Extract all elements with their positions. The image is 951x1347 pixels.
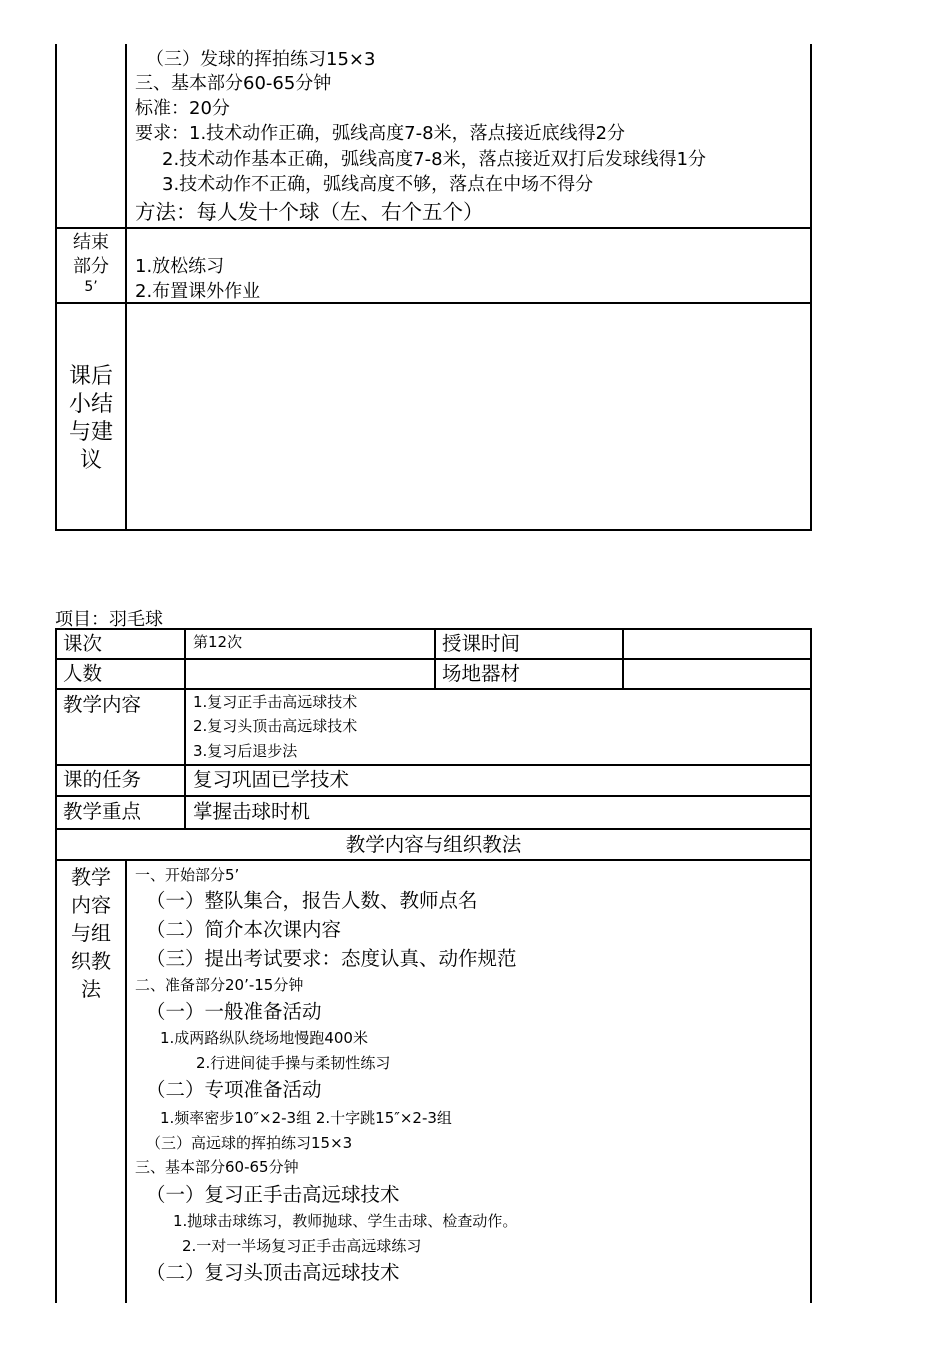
method-line: 2.一对一半场复习正手击高远球练习 xyxy=(182,1237,422,1255)
method-label-line: 内容 xyxy=(71,893,111,917)
equipment-label: 场地器材 xyxy=(442,662,521,685)
summary-label-line: 小结 xyxy=(68,392,113,417)
lesson-table-rule xyxy=(55,828,812,830)
method-line: （一）复习正手击高远球技术 xyxy=(146,1183,400,1206)
method-line: （三）高远球的挥拍练习15×3 xyxy=(146,1134,353,1152)
count-label: 人数 xyxy=(63,662,103,685)
lesson-no-value: 第12次 xyxy=(193,633,243,651)
continuation-line: 2.技术动作基本正确，弧线高度7-8米，落点接近双打后发球线得1分 xyxy=(162,149,707,170)
ending-item: 2.布置课外作业 xyxy=(135,281,261,302)
key-label: 教学重点 xyxy=(63,800,142,823)
lesson-no-label: 课次 xyxy=(63,632,103,655)
lesson-table-divider xyxy=(125,860,127,1303)
content-item: 3.复习后退步法 xyxy=(193,742,298,760)
lesson-table-rule xyxy=(55,658,812,660)
content-item: 1.复习正手击高远球技术 xyxy=(193,693,358,711)
method-line: 2.行进间徒手操与柔韧性练习 xyxy=(196,1054,391,1072)
method-line: 二、准备部分20’-15分钟 xyxy=(135,976,304,994)
method-line: 一、开始部分5’ xyxy=(135,866,240,884)
method-line: （一）整队集合，报告人数、教师点名 xyxy=(146,889,478,912)
ending-item: 1.放松练习 xyxy=(135,256,225,277)
ending-label-line: 5’ xyxy=(84,279,98,295)
continuation-line: 三、基本部分60-65分钟 xyxy=(135,73,332,94)
project-title: 项目：羽毛球 xyxy=(55,609,163,630)
method-label-line: 织教 xyxy=(71,949,111,973)
continuation-line: 要求：1.技术动作正确，弧线高度7-8米，落点接近底线得2分 xyxy=(135,123,626,144)
method-header: 教学内容与组织教法 xyxy=(345,833,522,856)
continuation-line: 3.技术动作不正确，弧线高度不够，落点在中场不得分 xyxy=(162,174,594,195)
content-item: 2.复习头顶击高远球技术 xyxy=(193,717,358,735)
method-label-line: 与组 xyxy=(71,921,111,945)
continuation-line: 标准：20分 xyxy=(135,98,230,119)
method-line: 1.频率密步10″×2-3组 2.十字跳15″×2-3组 xyxy=(160,1109,452,1127)
summary-label-line: 与建 xyxy=(68,420,113,445)
lesson-table-rule xyxy=(55,688,812,690)
method-label-line: 教学 xyxy=(71,865,111,889)
lesson-table-right-border xyxy=(810,628,812,1303)
top-table-divider xyxy=(125,44,127,531)
method-line: （一）一般准备活动 xyxy=(146,1000,322,1023)
summary-label xyxy=(57,363,125,475)
method-label xyxy=(57,863,125,1003)
lesson-table-top-border xyxy=(55,628,812,630)
continuation-line: （三）发球的挥拍练习15×3 xyxy=(146,49,376,70)
method-line: （二）复习头顶击高远球技术 xyxy=(146,1261,400,1284)
lesson-table-rule xyxy=(55,795,812,797)
method-label-line: 法 xyxy=(81,977,101,1001)
top-table-bottom-border xyxy=(55,529,812,531)
task-label: 课的任务 xyxy=(63,768,142,791)
method-line: （三）提出考试要求：态度认真、动作规范 xyxy=(146,947,517,970)
method-line: 1.抛球击球练习，教师抛球、学生击球、检查动作。 xyxy=(173,1212,518,1230)
summary-label-line: 议 xyxy=(79,448,102,473)
method-line: 1.成两路纵队绕场地慢跑400米 xyxy=(160,1029,368,1047)
ending-label-line: 结束 xyxy=(73,232,109,253)
lesson-table-rule xyxy=(55,764,812,766)
ending-label-line: 部分 xyxy=(73,256,109,277)
top-table-right-border xyxy=(810,44,812,531)
content-label: 教学内容 xyxy=(63,693,142,716)
method-line: （二）简介本次课内容 xyxy=(146,918,342,941)
continuation-line: 方法：每人发十个球（左、右个五个） xyxy=(135,200,484,224)
top-table-rule xyxy=(55,227,812,229)
summary-label-line: 课后 xyxy=(68,364,113,389)
key-value: 掌握击球时机 xyxy=(193,800,311,823)
ending-label xyxy=(57,231,125,295)
lesson-table-rule xyxy=(55,859,812,861)
method-line: （二）专项准备活动 xyxy=(146,1078,322,1101)
task-value: 复习巩固已学技术 xyxy=(193,768,350,791)
method-line: 三、基本部分60-65分钟 xyxy=(135,1158,299,1176)
time-label: 授课时间 xyxy=(442,632,521,655)
